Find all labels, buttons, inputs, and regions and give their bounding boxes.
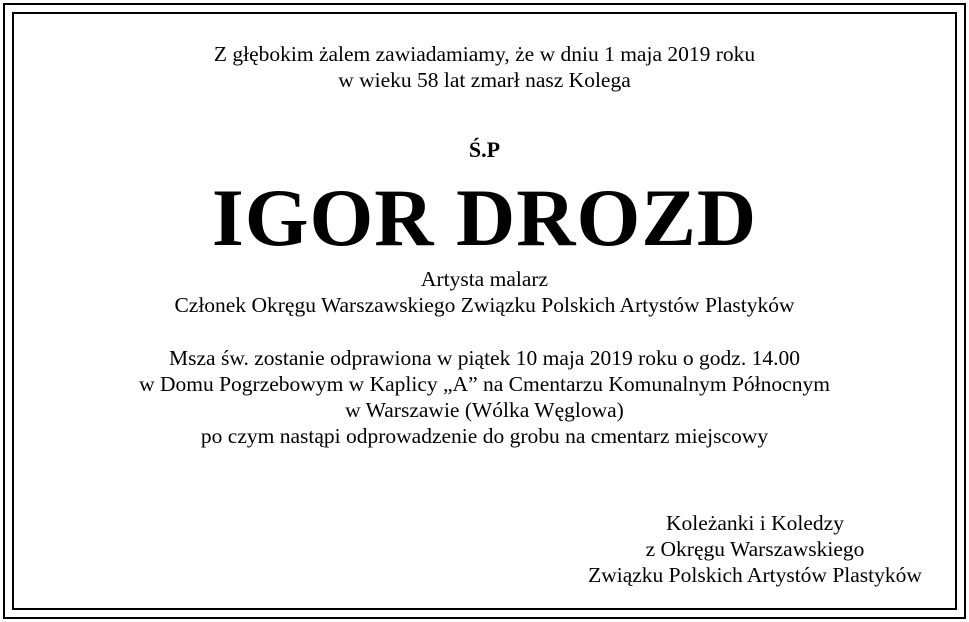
service-line-2: w Domu Pogrzebowym w Kaplicy „A” na Cmentarzu Komunalnym Północnym: [139, 372, 830, 396]
service-line-1: Msza św. zostanie odprawiona w piątek 10 maja 2019 roku o godz. 14.00: [169, 346, 800, 370]
deceased-name: IGOR DROZD: [211, 172, 758, 263]
intro-line-1: Z głębokim żalem zawiadamiamy, że w dniu 1 maja 2019 roku: [213, 42, 756, 66]
service-line-4: po czym nastąpi odprowadzenie do grobu na cmentarz miejscowy: [200, 424, 769, 448]
signature-block: [565, 510, 945, 588]
signature-line-1: Koleżanki i Koledzy: [666, 511, 844, 535]
service-line-3: w Warszawie (Wólka Węglowa): [345, 398, 624, 422]
role-line-2: Członek Okręgu Warszawskiego Związku Polskich Artystów Plastyków: [174, 293, 795, 317]
signature-line-2: z Okręgu Warszawskiego: [645, 537, 865, 561]
role-description: [16, 266, 953, 318]
signature-line-3: Związku Polskich Artystów Plastyków: [588, 563, 922, 587]
service-details: [16, 345, 953, 449]
intro-line-2: w wieku 58 lat zmarł nasz Kolega: [338, 68, 631, 92]
role-line-1: Artysta malarz: [420, 267, 549, 291]
intro-announcement: [16, 41, 953, 93]
honorific: Ś.P: [468, 137, 501, 162]
